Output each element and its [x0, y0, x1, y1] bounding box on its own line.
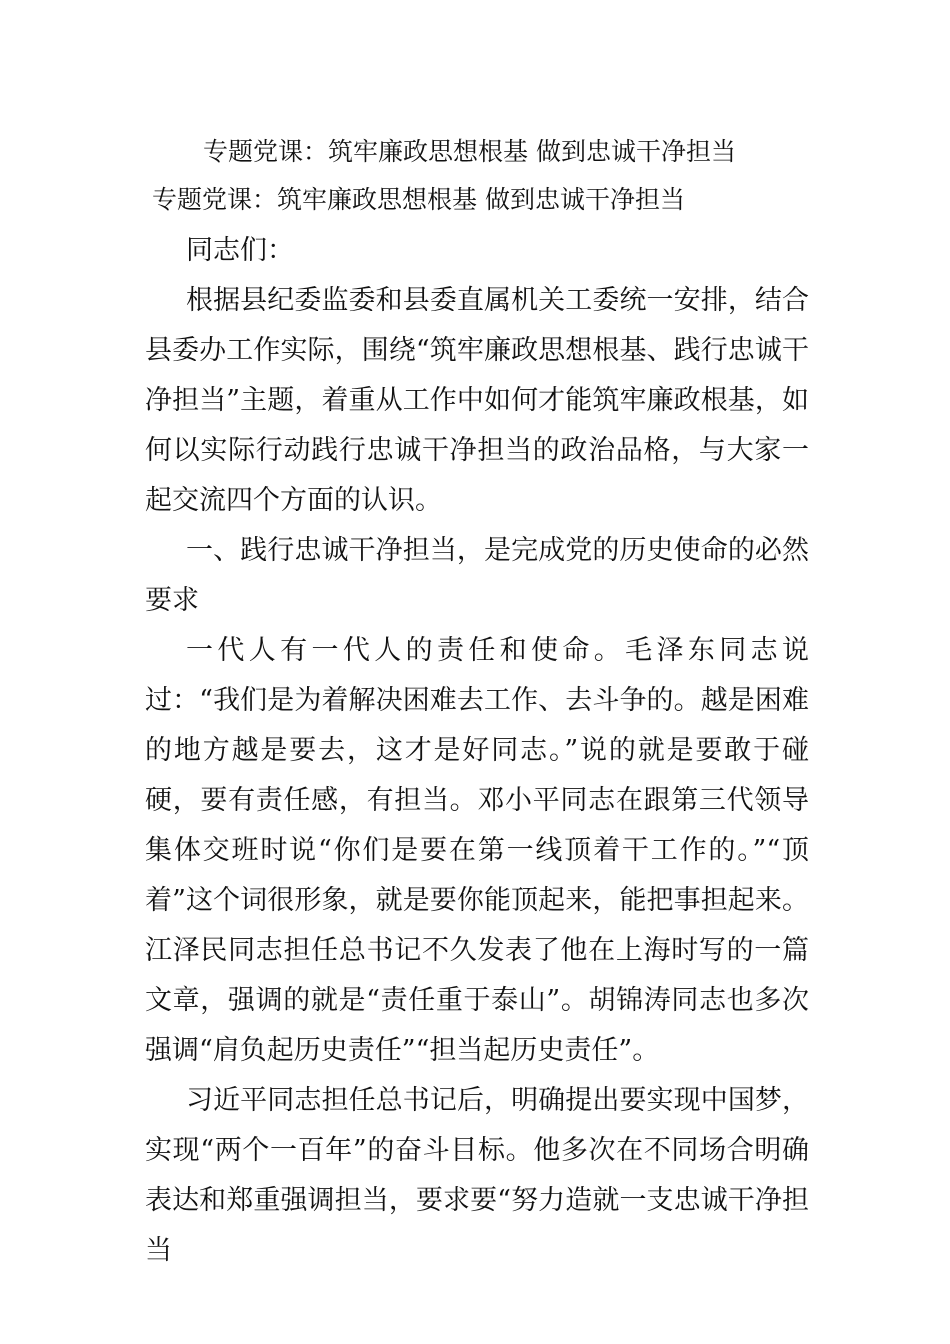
- body-paragraph: 根据县纪委监委和县委直属机关工委统一安排，结合县委办工作实际，围绕“筑牢廉政思想根基、践行忠诚干净担当”主题，着重从工作中如何才能筑牢廉政根基，如何以实际行动践行忠诚干净担当的政治品格，与大家一起交流四个方面的认识。: [145, 285, 809, 516]
- document-body: [145, 226, 809, 1276]
- document-title-repeat: 专题党课：筑牢廉政思想根基 做到忠诚干净担当: [152, 185, 685, 214]
- section-heading: 一、践行忠诚干净担当，是完成党的历史使命的必然要求: [145, 535, 809, 616]
- salutation: 同志们：: [186, 235, 294, 266]
- body-paragraph: 一代人有一代人的责任和使命。毛泽东同志说过：“我们是为着解决困难去工作、去斗争的。越是困难的地方越是要去，这才是好同志。”说的就是要敢于碰硬，要有责任感，有担当。邓小平同志在跟第三代领导集体交班时说“你们是要在第一线顶着干工作的。”“顶着”这个词很形象，就是要你能顶起来，能把事担起来。江泽民同志担任总书记不久发表了他在上海时写的一篇文章，强调的就是“责任重于泰山”。胡锦涛同志也多次强调“肩负起历史责任”“担当起历史责任”。: [145, 635, 809, 1066]
- document-title: 专题党课：筑牢廉政思想根基 做到忠诚干净担当: [203, 137, 736, 166]
- body-paragraph: 习近平同志担任总书记后，明确提出要实现中国梦，实现“两个一百年”的奋斗目标。他多次在不同场合明确表达和郑重强调担当，要求要“努力造就一支忠诚干净担当: [145, 1085, 809, 1266]
